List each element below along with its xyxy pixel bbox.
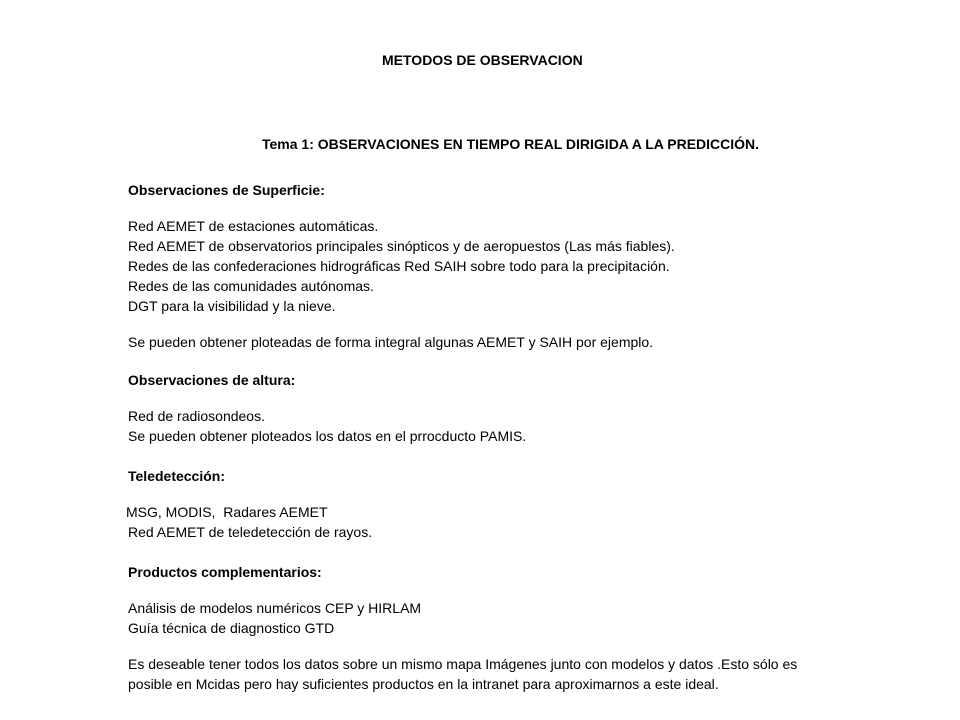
surface-note: Se pueden obtener ploteadas de forma integral algunas AEMET y SAIH por ejemplo.	[128, 334, 654, 350]
surface-section	[128, 180, 675, 352]
page-subtitle: Tema 1: OBSERVACIONES EN TIEMPO REAL DIRIGIDA A LA PREDICCIÓN.	[262, 136, 760, 152]
complementary-section	[128, 562, 797, 694]
remote-sensing-line: Red AEMET de teledetección de rayos.	[128, 524, 373, 540]
complementary-line: Guía técnica de diagnostico GTD	[128, 620, 335, 636]
closing-line: Es deseable tener todos los datos sobre un mismo mapa Imágenes junto con modelos y datos .Esto sólo es	[128, 656, 798, 672]
surface-line: Red AEMET de observatorios principales sinópticos y de aeropuestos (Las más fiables).	[128, 238, 675, 254]
remote-sensing-section	[128, 466, 372, 542]
closing-line: posible en Mcidas pero hay suficientes productos en la intranet para aproximarnos a este ideal.	[128, 676, 719, 692]
remote-sensing-line: MSG, MODIS, Radares AEMET	[126, 504, 328, 520]
page-title: METODOS DE OBSERVACION	[382, 52, 583, 68]
upper-air-heading: Observaciones de altura:	[128, 372, 296, 388]
complementary-line: Análisis de modelos numéricos CEP y HIRLAM	[128, 600, 422, 616]
upper-air-line: Red de radiosondeos.	[128, 408, 265, 424]
upper-air-line: Se pueden obtener ploteados los datos en el prrocducto PAMIS.	[128, 428, 527, 444]
upper-air-section	[128, 370, 526, 446]
surface-line: Red AEMET de estaciones automáticas.	[128, 218, 379, 234]
surface-heading: Observaciones de Superficie:	[128, 182, 325, 198]
surface-line: Redes de las comunidades autónomas.	[128, 278, 374, 294]
surface-line: DGT para la visibilidad y la nieve.	[128, 298, 336, 314]
remote-sensing-heading: Teledetección:	[128, 468, 225, 484]
complementary-heading: Productos complementarios:	[128, 564, 322, 580]
surface-line: Redes de las confederaciones hidrográficas Red SAIH sobre todo para la precipitación.	[128, 258, 670, 274]
